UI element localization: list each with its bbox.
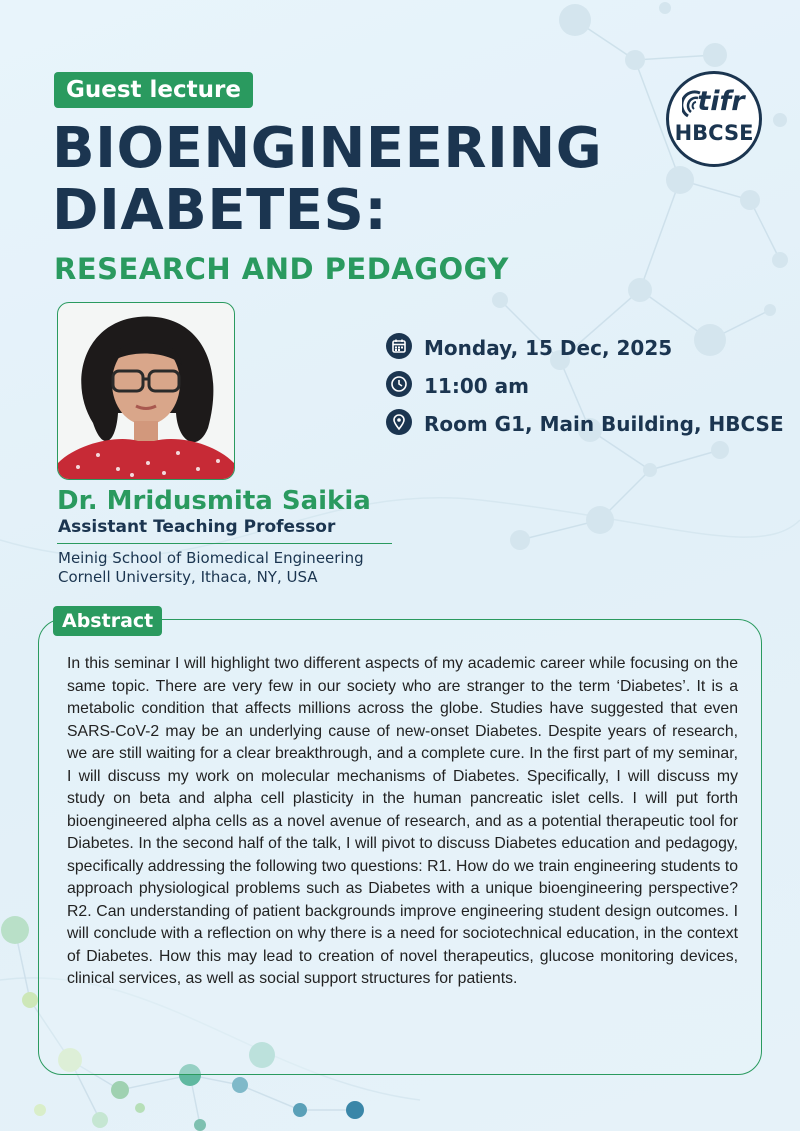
affiliation-line-1: Meinig School of Biomedical Engineering [58,549,364,567]
abstract-label: Abstract [53,606,162,636]
logo-hbcse-text: HBCSE [674,121,754,145]
location-pin-icon [386,409,412,435]
guest-lecture-badge: Guest lecture [54,72,253,108]
speaker-photo [57,302,235,480]
title-line-2: DIABETES: [52,178,388,243]
event-date: Monday, 15 Dec, 2025 [424,336,673,360]
page-subtitle: RESEARCH AND PEDAGOGY [54,252,509,286]
tifr-hbcse-logo [666,71,762,167]
speaker-position: Assistant Teaching Professor [58,517,336,537]
speaker-name: Dr. Mridusmita Saikia [57,486,371,516]
page-title [52,118,672,242]
abstract-text: In this seminar I will highlight two different aspects of my academic career while focusing on the same topic. There are very few in our society who are stranger to the term ‘Diabetes’. It is a metabolic condition that affects millions across the globe. Studies have suggested that even SARS-CoV-2 may be an underlying cause of new-onset Diabetes. Despite years of research, we are still waiting for a clear breakthrough, and a complete cure. In the first part of my seminar, I will discuss my work on molecular mechanisms of Diabetes. Specifically, I will discuss my study on beta and alpha cell plasticity in the human pancreatic islet cells. I will put forth bioengineered alpha cells as a novel avenue of research, and as a potential therapeutic tool for Diabetes. In the second half of the talk, I will pivot to discuss Diabetes education and pedagogy, specifically addressing the following two questions: R1. How do we train engineering students to approach physiological problems such as Diabetes with a unique bioengineering perspective? R2. Can understanding of patient backgrounds improve engineering student design outcomes. I will conclude with a reflection on why there is a need for sociotechnical education, in the context of Diabetes. How this may lead to creation of novel therapeutics, glucose monitoring devices, clinical services, as well as social support structures for patients. [67,655,738,987]
calendar-icon [386,333,412,359]
title-line-1: BIOENGINEERING [52,116,603,181]
logo-tifr-text: tifr [697,86,745,117]
speaker-affiliation [58,549,364,587]
event-venue: Room G1, Main Building, HBCSE [424,412,784,436]
divider [57,543,392,544]
event-time: 11:00 am [424,374,529,398]
affiliation-line-2: Cornell University, Ithaca, NY, USA [58,568,318,586]
clock-icon [386,371,412,397]
